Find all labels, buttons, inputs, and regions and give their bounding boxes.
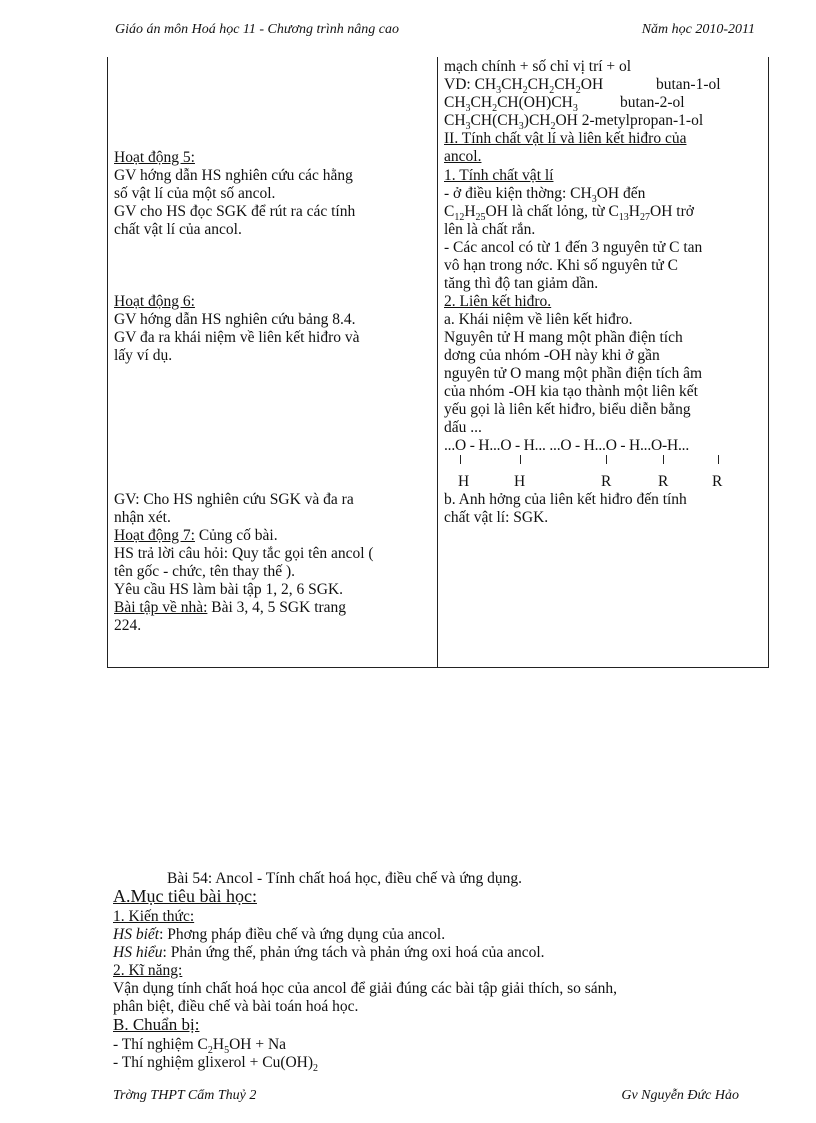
hbond-formula: ...O - H...O - H... ...O - H...O - H...O-H... bbox=[444, 437, 689, 454]
knowledge-heading: 1. Kiến thức: bbox=[113, 908, 195, 925]
bond-tick bbox=[460, 455, 461, 464]
bond-tick bbox=[520, 455, 521, 464]
btvn-text: Bài 3, 4, 5 SGK trang bbox=[207, 599, 347, 616]
substituent-label: H bbox=[514, 473, 526, 490]
hs-hieu-label: HS hiểu bbox=[113, 944, 163, 961]
hbond-line: dấu ... bbox=[444, 419, 482, 436]
experiment-text: - Thí nghiệm bbox=[113, 1036, 198, 1053]
experiment-text: + Na bbox=[251, 1036, 287, 1053]
hs-hieu bbox=[113, 944, 545, 961]
hd7-line: tên gốc - chức, tên thay thế ). bbox=[114, 563, 295, 580]
example-name: butan-1-ol bbox=[656, 76, 721, 93]
header-right: Năm học 2010-2011 bbox=[641, 22, 755, 37]
hbond-title: 2. Liên kết hiđro. bbox=[444, 293, 552, 310]
substituent-label: R bbox=[658, 473, 669, 490]
page-footer bbox=[113, 1088, 739, 1104]
hbond-line: nguyên tử O mang một phần điện tích âm bbox=[444, 365, 703, 382]
lesson-title: Bài 54: Ancol - Tính chất hoá học, điều chế và ứng dụng. bbox=[167, 870, 523, 887]
skills-text: phân biệt, điều chế và bài toán hoá học. bbox=[113, 998, 359, 1015]
gv-line: nhận xét. bbox=[114, 509, 171, 526]
footer-left: Trờng THPT Cẩm Thuỷ 2 bbox=[113, 1088, 257, 1103]
hbond-line: dơng của nhóm -OH này khi ở gần bbox=[444, 347, 660, 364]
substituent-label: H bbox=[458, 473, 470, 490]
physical-line: vô hạn trong nớc. Khi số nguyên tử C bbox=[444, 257, 679, 274]
hd7-line: HS trả lời câu hỏi: Quy tắc gọi tên ancol ( bbox=[114, 545, 374, 562]
hs-biet-label: HS biết bbox=[113, 926, 160, 943]
objectives-heading: A.Mục tiêu bài học: bbox=[113, 886, 257, 906]
physical-props-title: 1. Tính chất vật lí bbox=[444, 167, 554, 184]
experiment-item: - Thí nghiệm glixerol + $Cu(OH)_2$ bbox=[113, 1054, 319, 1075]
experiment-item: - Thí nghiệm $C_2H_5OH + Na$ bbox=[113, 1036, 287, 1057]
section-2-title: II. Tính chất vật lí và liên kết hiđro của bbox=[444, 130, 687, 147]
hd5-line: chất vật lí của ancol. bbox=[114, 221, 242, 238]
substituent-label: R bbox=[712, 473, 723, 490]
gv-line: GV: Cho HS nghiên cứu SGK và đa ra bbox=[114, 491, 354, 508]
column-divider bbox=[437, 57, 438, 667]
btvn-heading bbox=[114, 599, 432, 617]
hd5-title: Hoạt động 5: bbox=[114, 149, 195, 166]
hd6-line: GV đa ra khái niệm về liên kết hiđro và bbox=[114, 329, 360, 346]
example-2: $CH_3CH_2CH(OH)CH_3$ butan-2-ol bbox=[444, 94, 685, 115]
physical-line: - ở điều kiện thờng: $CH_3OH$ đến bbox=[444, 185, 646, 206]
page-header bbox=[115, 22, 755, 38]
hbond-concept: a. Khái niệm về liên kết hiđro. bbox=[444, 311, 633, 328]
btvn-title: Bài tập về nhà: bbox=[114, 599, 208, 616]
physical-line: tăng thì độ tan giảm dần. bbox=[444, 275, 599, 292]
physical-text: trở bbox=[672, 203, 694, 220]
bond-tick bbox=[606, 455, 607, 464]
example-label: VD: bbox=[444, 76, 475, 93]
example-name: 2-metylpropan-1-ol bbox=[581, 112, 704, 129]
hd7-subtitle: Củng cố bài. bbox=[194, 527, 278, 544]
hs-biet-text: : Phơng pháp điều chế và ứng dụng của ancol. bbox=[159, 926, 446, 943]
hd6-line: lấy ví dụ. bbox=[114, 347, 173, 364]
hbond-line: Nguyên tử H mang một phần điện tích bbox=[444, 329, 683, 346]
hbond-line: của nhóm -OH kia tạo thành một liên kết bbox=[444, 383, 698, 400]
naming-rule: mạch chính + số chỉ vị trí + ol bbox=[444, 58, 632, 75]
hs-biet bbox=[113, 926, 445, 943]
header-left: Giáo án môn Hoá học 11 - Chương trình nâng cao bbox=[115, 22, 399, 37]
hd7-title: Hoạt động 7: bbox=[114, 527, 195, 544]
hd7-heading bbox=[114, 527, 432, 545]
physical-text: - ở điều kiện thờng: bbox=[444, 185, 571, 202]
hd6-line: GV hớng dẫn HS nghiên cứu bảng 8.4. bbox=[114, 311, 356, 328]
hbond-effect: chất vật lí: SGK. bbox=[444, 509, 549, 526]
example-3: $CH_3CH(CH_3)CH_2OH$ 2-metylpropan-1-ol bbox=[444, 112, 704, 133]
hbond-effect: b. Anh hởng của liên kết hiđro đến tính bbox=[444, 491, 687, 508]
lesson-table bbox=[107, 57, 769, 668]
btvn-line: 224. bbox=[114, 617, 142, 634]
physical-text: đến bbox=[619, 185, 646, 202]
hbond-line: yếu gọi là liên kết hiđro, biểu diễn bằng bbox=[444, 401, 691, 418]
hd7-line: Yêu cầu HS làm bài tập 1, 2, 6 SGK. bbox=[114, 581, 344, 598]
bond-tick bbox=[718, 455, 719, 464]
skills-text: Vận dụng tính chất hoá học của ancol để giải đúng các bài tập giải thích, so sánh, bbox=[113, 980, 618, 997]
section-2-title-cont: ancol. bbox=[444, 148, 482, 165]
skills-heading: 2. Kĩ năng: bbox=[113, 962, 183, 979]
substituent-label: R bbox=[601, 473, 612, 490]
example-name: butan-2-ol bbox=[620, 94, 685, 111]
physical-line: $C_{12}H_{25}OH$ là chất lỏng, từ $C_{13}H_{27}OH$ trở bbox=[444, 203, 694, 224]
example-1: VD: $CH_3CH_2CH_2CH_2OH$ butan-1-ol bbox=[444, 76, 721, 97]
hd6-title: Hoạt động 6: bbox=[114, 293, 195, 310]
physical-line: - Các ancol có từ 1 đến 3 nguyên tử C tan bbox=[444, 239, 703, 256]
physical-text: là chất lỏng, từ bbox=[507, 203, 609, 220]
bond-tick bbox=[663, 455, 664, 464]
preparation-heading: B. Chuẩn bị: bbox=[113, 1015, 200, 1034]
hd5-line: GV cho HS đọc SGK để rút ra các tính bbox=[114, 203, 356, 220]
physical-line: lên là chất rắn. bbox=[444, 221, 536, 238]
experiment-text: - Thí nghiệm glixerol + bbox=[113, 1054, 263, 1071]
footer-right: Gv Nguyễn Đức Hảo bbox=[621, 1088, 739, 1103]
hd5-line: số vật lí của một số ancol. bbox=[114, 185, 276, 202]
hd5-line: GV hớng dẫn HS nghiên cứu các hằng bbox=[114, 167, 353, 184]
hs-hieu-text: : Phản ứng thế, phản ứng tách và phản ứng oxi hoá của ancol. bbox=[162, 944, 545, 961]
